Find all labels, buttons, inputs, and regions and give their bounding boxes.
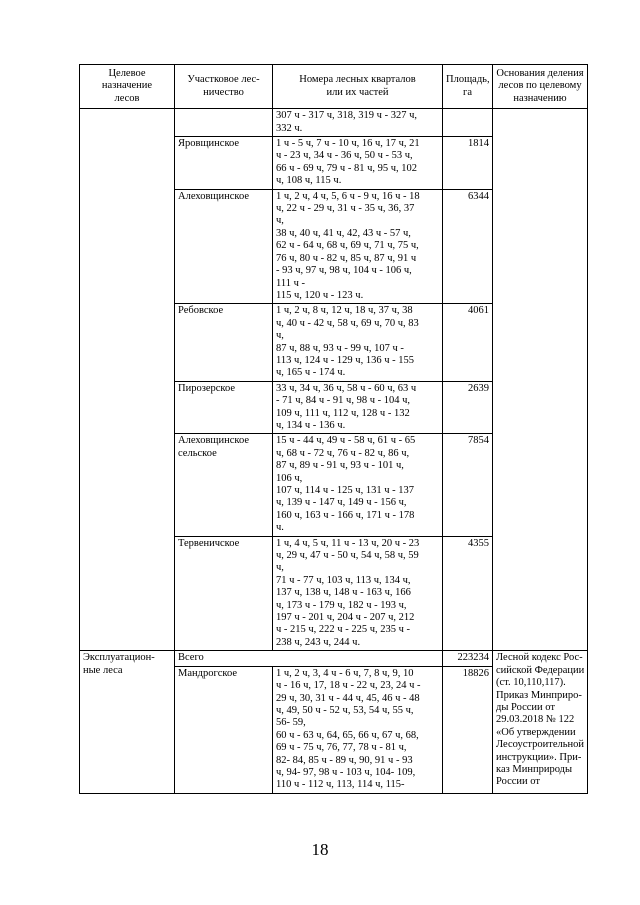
area-cell: 4355 — [443, 536, 493, 651]
quarters-cell — [273, 189, 443, 304]
forestry-cell — [175, 137, 273, 190]
quarters-cell — [273, 536, 443, 651]
text-line: 115 ч, 120 ч - 123 ч. — [276, 289, 364, 301]
text-line: 82- 84, 85 ч - 89 ч, 90, 91 ч - 93 — [276, 754, 413, 766]
text-line: 106 ч, — [276, 472, 303, 484]
header-line: лесов — [114, 92, 140, 104]
text-line: 238 ч, 243 ч, 244 ч. — [276, 636, 361, 648]
header-basis — [493, 65, 588, 109]
text-line: 66 ч - 69 ч, 79 ч - 81 ч, 95 ч, 102 — [276, 162, 418, 174]
forestry-cell — [175, 304, 273, 381]
forest-purpose-table — [79, 64, 588, 794]
text-line: 111 ч - — [276, 277, 305, 289]
total-label-cell: Всего — [175, 651, 443, 666]
text-line: ч - 16 ч, 17, 18 ч - 22 ч, 23, 24 ч - — [276, 680, 421, 692]
header-line: Участковое лес- — [187, 74, 260, 86]
text-line: каз Минприроды — [496, 763, 573, 775]
header-line: Основания деления — [496, 68, 584, 79]
text-line: ч, 68 ч - 72 ч, 76 ч - 82 ч, 86 ч, — [276, 447, 410, 459]
header-purpose — [80, 65, 175, 109]
text-line: 38 ч, 40 ч, 41 ч, 42, 43 ч - 57 ч, — [276, 227, 411, 239]
text-line: 56- 59, — [276, 717, 306, 729]
text-line: Тервеничское — [178, 537, 240, 549]
header-line: лесов по целевому — [498, 80, 582, 92]
continuation-row — [80, 109, 588, 137]
text-line: Приказ Минприро- — [496, 689, 582, 701]
text-line: ч, 173 ч - 179 ч, 182 ч - 193 ч, — [276, 599, 407, 611]
text-line: ч, 165 ч - 174 ч. — [276, 367, 346, 379]
text-line: 15 ч - 44 ч, 49 ч - 58 ч, 61 ч - 65 — [276, 435, 416, 447]
total-row — [80, 651, 588, 666]
header-line: ничество — [203, 86, 244, 98]
text-line: 1 ч, 2 ч, 4 ч, 5, 6 ч - 9 ч, 16 ч - 18 — [276, 190, 420, 202]
text-line: ч, 29 ч, 47 ч - 50 ч, 54 ч, 58 ч, 59 — [276, 550, 419, 562]
text-line: ч, 134 ч - 136 ч. — [276, 419, 346, 431]
text-line: ч - 23 ч, 34 ч - 36 ч, 50 ч - 53 ч, — [276, 150, 413, 162]
purpose-cell-empty — [80, 109, 175, 651]
forestry-cell — [175, 434, 273, 536]
text-line: 107 ч, 114 ч - 125 ч, 131 ч - 137 — [276, 485, 414, 496]
header-forestry — [175, 65, 273, 109]
text-line: Лесной кодекс Рос- — [496, 652, 583, 664]
area-cell: 7854 — [443, 434, 493, 536]
text-line: ч, — [276, 562, 284, 574]
text-line: ч, 40 ч - 42 ч, 58 ч, 69 ч, 70 ч, 83 — [276, 317, 419, 329]
text-line: ч - 215 ч, 222 ч - 225 ч, 235 ч - — [276, 624, 411, 636]
text-line: (ст. 10,110,117). — [496, 677, 566, 689]
text-line: 113 ч, 124 ч - 129 ч, 136 ч - 155 — [276, 354, 414, 366]
page-number: 18 — [311, 840, 329, 859]
text-line: - 93 ч, 97 ч, 98 ч, 104 ч - 106 ч, — [276, 265, 412, 277]
text-line: 29.03.2018 № 122 — [496, 714, 575, 726]
text-line: Алеховщинское — [178, 190, 249, 202]
quarters-cell — [273, 109, 443, 137]
header-line: га — [463, 86, 472, 98]
text-line: ды России от — [496, 701, 555, 713]
table-body — [80, 109, 588, 794]
text-line: 87 ч, 88 ч, 93 ч - 99 ч, 107 ч - — [276, 342, 404, 354]
forestry-cell — [175, 666, 273, 793]
table-header-row — [80, 65, 588, 109]
quarters-cell — [273, 304, 443, 381]
area-cell: 4061 — [443, 304, 493, 381]
text-line: 332 ч. — [276, 122, 303, 134]
text-line: России от — [496, 776, 540, 788]
text-line: 307 ч - 317 ч, 318, 319 ч - 327 ч, — [276, 110, 417, 122]
text-line: 1 ч, 2 ч, 3, 4 ч - 6 ч, 7, 8 ч, 9, 10 — [276, 667, 414, 679]
text-line: ч, — [276, 330, 284, 342]
header-line: Целевое — [108, 68, 146, 79]
area-cell: 2639 — [443, 381, 493, 434]
text-line: ч, 49, 50 ч - 52 ч, 53, 54 ч, 55 ч, — [276, 704, 414, 716]
header-line: назначение — [101, 80, 153, 92]
text-line: сийской Федерации — [496, 664, 585, 676]
text-line: 1 ч, 2 ч, 8 ч, 12 ч, 18 ч, 37 ч, 38 — [276, 305, 413, 317]
text-line: 1 ч, 4 ч, 5 ч, 11 ч - 13 ч, 20 ч - 23 — [276, 537, 420, 549]
text-line: Мандрогское — [178, 667, 238, 679]
text-line: Ребовское — [178, 305, 224, 317]
text-line: 29 ч, 30, 31 ч - 44 ч, 45, 46 ч - 48 — [276, 692, 420, 704]
text-line: 62 ч - 64 ч, 68 ч, 69 ч, 71 ч, 75 ч, — [276, 240, 419, 252]
text-line: Яровщинское — [178, 138, 240, 150]
purpose-cell — [80, 651, 175, 793]
basis-cell — [493, 651, 588, 793]
quarters-cell — [273, 434, 443, 536]
text-line: 109 ч, 111 ч, 112 ч, 128 ч - 132 — [276, 407, 410, 419]
text-line: ч, 94- 97, 98 ч - 103 ч, 104- 109, — [276, 766, 416, 778]
text-line: «Об утверждении — [496, 726, 576, 738]
text-line: 137 ч, 138 ч, 148 ч - 163 ч, 166 — [276, 587, 411, 599]
quarters-cell — [273, 666, 443, 793]
basis-cell-empty — [493, 109, 588, 651]
quarters-cell — [273, 137, 443, 190]
quarters-cell — [273, 381, 443, 434]
header-line: Площадь, — [446, 74, 490, 86]
text-line: - 71 ч, 84 ч - 91 ч, 98 ч - 104 ч, — [276, 395, 411, 407]
text-line: ч, 22 ч - 29 ч, 31 ч - 35 ч, 36, 37 — [276, 203, 415, 215]
text-line: ч. — [276, 522, 284, 534]
text-line: 197 ч - 201 ч, 204 ч - 207 ч, 212 — [276, 612, 415, 624]
forestry-cell — [175, 381, 273, 434]
text-line: инструкции». При- — [496, 751, 582, 763]
area-cell: 1814 — [443, 137, 493, 190]
text-line: ч, 139 ч - 147 ч, 149 ч - 156 ч, — [276, 497, 407, 509]
text-line: 1 ч - 5 ч, 7 ч - 10 ч, 16 ч, 17 ч, 21 — [276, 138, 420, 150]
text-line: 160 ч, 163 ч - 166 ч, 171 ч - 178 — [276, 509, 415, 521]
text-line: ные леса — [83, 664, 123, 676]
header-quarters — [273, 65, 443, 109]
text-line: Алеховщинское — [178, 435, 249, 447]
header-line: или их частей — [326, 86, 389, 98]
text-line: 76 ч, 80 ч - 82 ч, 85 ч, 87 ч, 91 ч — [276, 252, 417, 264]
area-cell: 18826 — [443, 666, 493, 793]
text-line: 71 ч - 77 ч, 103 ч, 113 ч, 134 ч, — [276, 574, 411, 586]
text-line: 33 ч, 34 ч, 36 ч, 58 ч - 60 ч, 63 ч — [276, 382, 417, 394]
text-line: 69 ч - 75 ч, 76, 77, 78 ч - 81 ч, — [276, 742, 407, 754]
text-line: Эксплуатацион- — [83, 652, 155, 664]
forestry-cell — [175, 536, 273, 651]
total-area-cell: 223234 — [443, 651, 493, 666]
text-line: 87 ч, 89 ч - 91 ч, 93 ч - 101 ч, — [276, 460, 404, 472]
area-cell: 6344 — [443, 189, 493, 304]
text-line: Пирозерское — [178, 382, 236, 394]
text-line: сельское — [178, 447, 217, 459]
forestry-cell — [175, 189, 273, 304]
text-line: ч, — [276, 215, 284, 227]
area-cell-empty — [443, 109, 493, 137]
text-line: 110 ч - 112 ч, 113, 114 ч, 115- — [276, 779, 405, 791]
forestry-cell-empty — [175, 109, 273, 137]
text-line: ч, 108 ч, 115 ч. — [276, 175, 342, 187]
text-line: 60 ч - 63 ч, 64, 65, 66 ч, 67 ч, 68, — [276, 729, 419, 741]
header-line: Номера лесных кварталов — [299, 74, 416, 86]
header-area — [443, 65, 493, 109]
header-line: назначению — [513, 92, 567, 104]
text-line: Лесоустроительной — [496, 739, 584, 751]
